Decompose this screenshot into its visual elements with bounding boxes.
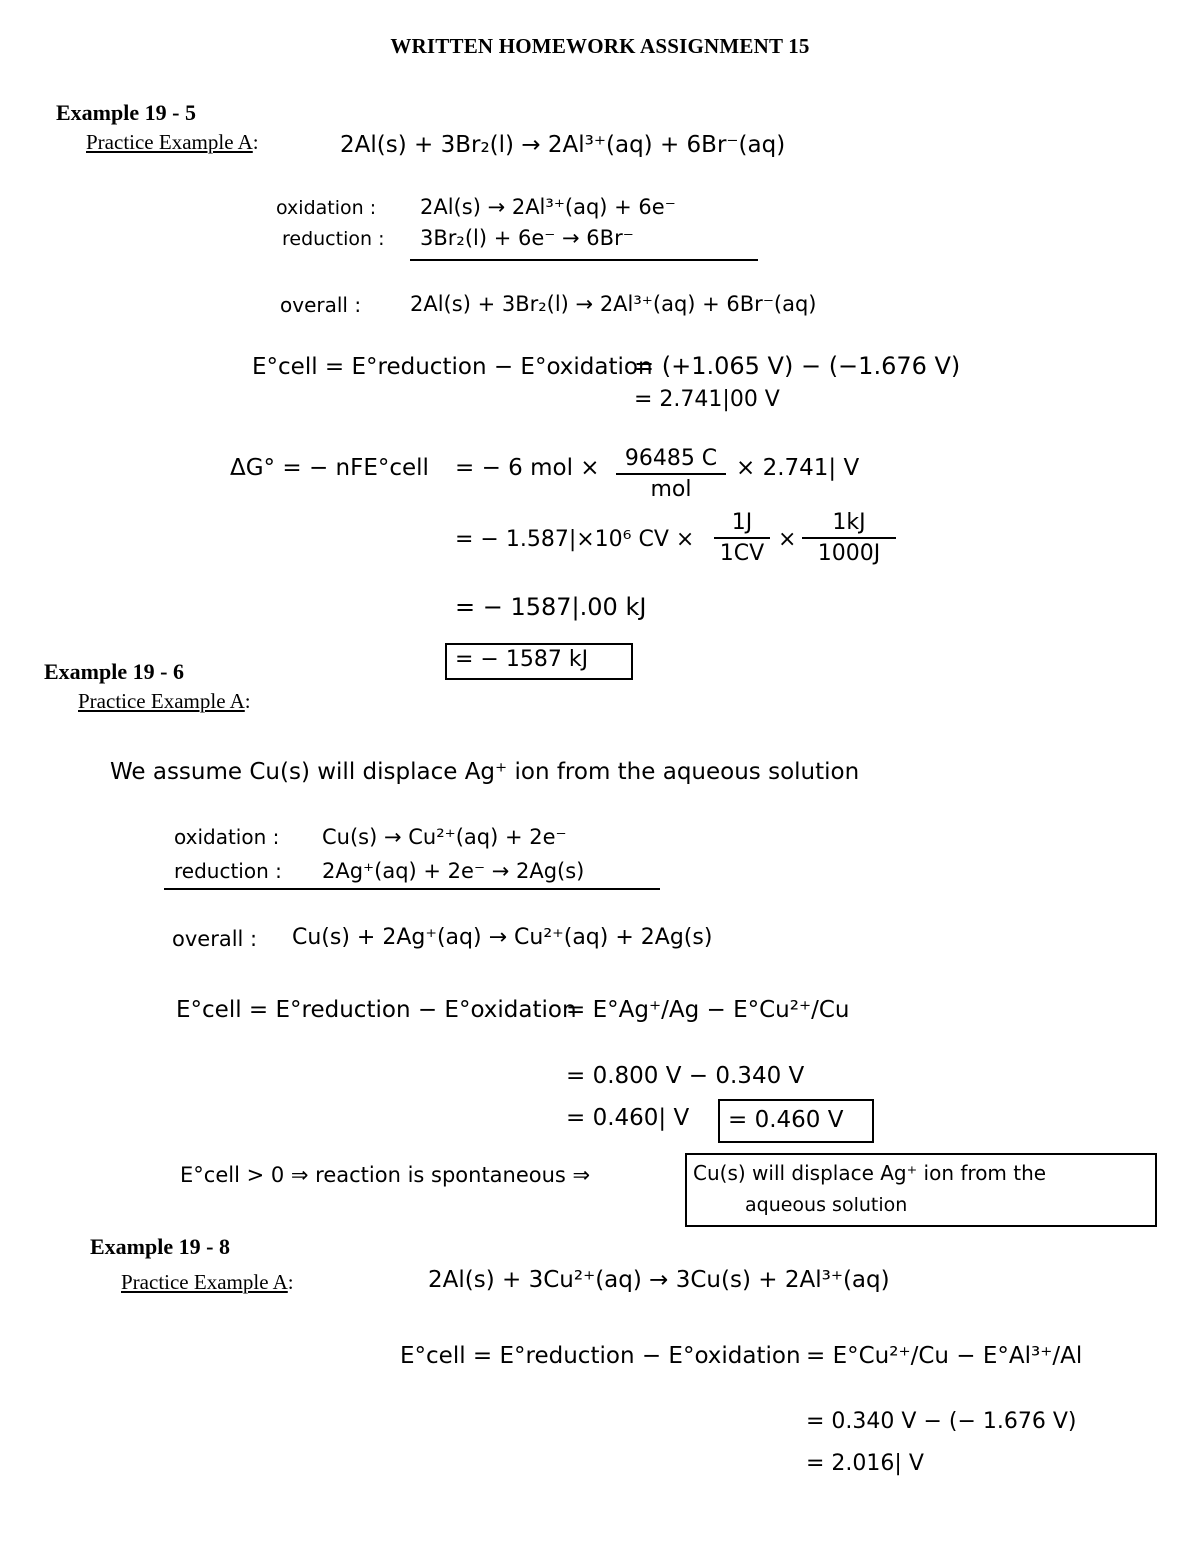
practice-colon: : [244, 689, 251, 713]
ex2-answer: = 0.460 V [728, 1107, 844, 1133]
ex1-joule-fraction [714, 510, 770, 566]
ex1-reaction: 2Al(s) + 3Br₂(l) → 2Al³⁺(aq) + 6Br⁻(aq) [340, 132, 786, 158]
ex3-ecell-potentials: = E°Cu²⁺/Cu − E°Al³⁺/Al [806, 1343, 1083, 1369]
example-19-6-heading: Example 19 - 6 [44, 659, 184, 684]
example-19-5-heading: Example 19 - 5 [56, 100, 196, 125]
ex3-ecell-values: = 0.340 V − (− 1.676 V) [806, 1409, 1077, 1434]
kilojoule-denominator: 1000J [817, 541, 881, 566]
page-title: WRITTEN HOMEWORK ASSIGNMENT 15 [390, 34, 810, 58]
ex1-sum-line [410, 259, 758, 261]
ex2-answer-box [718, 1099, 874, 1143]
ex1-overall-label: overall : [280, 293, 362, 317]
ex1-faraday-fraction [616, 446, 726, 502]
practice-colon: : [252, 130, 259, 154]
joule-numerator: 1J [731, 510, 753, 535]
ex2-conclusion: E°cell > 0 ⇒ reaction is spontaneous ⇒ [180, 1163, 591, 1187]
fraction-bar [714, 537, 770, 539]
ex1-dg-step2-a: = − 1.587|×10⁶ CV × [455, 527, 695, 552]
ex1-reduction-eq: 3Br₂(l) + 6e⁻ → 6Br⁻ [420, 226, 634, 250]
ex1-oxidation-label: oxidation : [276, 197, 377, 219]
example-19-6-practice [78, 689, 251, 714]
ex2-ecell-values: = 0.800 V − 0.340 V [566, 1063, 805, 1089]
ex1-dg-step1-b: × 2.741| V [736, 455, 860, 481]
practice-colon: : [287, 1270, 294, 1294]
ex2-conclusion-line-2: aqueous solution [745, 1194, 908, 1216]
ex1-overall-eq: 2Al(s) + 3Br₂(l) → 2Al³⁺(aq) + 6Br⁻(aq) [410, 292, 817, 316]
ex2-reduction-eq: 2Ag⁺(aq) + 2e⁻ → 2Ag(s) [322, 859, 585, 883]
ex1-answer: = − 1587 kJ [455, 647, 589, 672]
ex2-assumption: We assume Cu(s) will displace Ag⁺ ion from the aqueous solution [110, 759, 860, 785]
example-19-8-heading: Example 19 - 8 [90, 1234, 230, 1259]
ex1-oxidation-eq: 2Al(s) → 2Al³⁺(aq) + 6e⁻ [420, 195, 676, 219]
ex1-kilojoule-fraction [802, 510, 896, 566]
ex1-ecell-value: = (+1.065 V) − (−1.676 V) [634, 352, 961, 380]
joule-denominator: 1CV [719, 541, 765, 566]
ex1-dg-step1-a: = − 6 mol × [455, 455, 600, 481]
ex1-answer-box [445, 643, 633, 680]
practice-label: Practice Example A [78, 689, 245, 713]
example-19-8-practice [121, 1270, 294, 1295]
ex2-ecell-formula: E°cell = E°reduction − E°oxidation [176, 997, 577, 1023]
ex1-reduction-label: reduction : [282, 228, 385, 250]
ex2-overall-eq: Cu(s) + 2Ag⁺(aq) → Cu²⁺(aq) + 2Ag(s) [292, 925, 713, 950]
faraday-denominator: mol [650, 477, 692, 502]
ex2-conclusion-line-1: Cu(s) will displace Ag⁺ ion from the [693, 1161, 1047, 1185]
kilojoule-numerator: 1kJ [832, 510, 866, 535]
ex2-overall-label: overall : [172, 927, 258, 951]
ex2-oxidation-label: oxidation : [174, 825, 280, 849]
fraction-bar [802, 537, 896, 539]
fraction-bar [616, 473, 726, 475]
ex2-reduction-label: reduction : [174, 859, 282, 883]
ex1-ecell-formula: E°cell = E°reduction − E°oxidation [252, 354, 653, 380]
example-19-5-practice [86, 130, 259, 155]
ex1-times: × [778, 527, 797, 552]
ex1-dg-step3: = − 1587|.00 kJ [455, 593, 647, 621]
practice-label: Practice Example A [121, 1270, 288, 1294]
ex3-ecell-result: = 2.016| V [806, 1451, 924, 1476]
ex2-sum-line [164, 888, 660, 890]
ex3-ecell-formula: E°cell = E°reduction − E°oxidation [400, 1343, 801, 1369]
ex2-oxidation-eq: Cu(s) → Cu²⁺(aq) + 2e⁻ [322, 825, 567, 849]
ex2-conclusion-box [685, 1153, 1157, 1227]
ex3-reaction: 2Al(s) + 3Cu²⁺(aq) → 3Cu(s) + 2Al³⁺(aq) [428, 1267, 890, 1293]
ex2-ecell-result: = 0.460| V [566, 1105, 690, 1131]
faraday-numerator: 96485 C [624, 446, 718, 471]
ex2-ecell-potentials: = E°Ag⁺/Ag − E°Cu²⁺/Cu [566, 997, 850, 1023]
ex1-dg-formula: ΔG° = − nFE°cell [230, 455, 429, 481]
ex1-ecell-result: = 2.741|00 V [634, 387, 780, 412]
practice-label: Practice Example A [86, 130, 253, 154]
